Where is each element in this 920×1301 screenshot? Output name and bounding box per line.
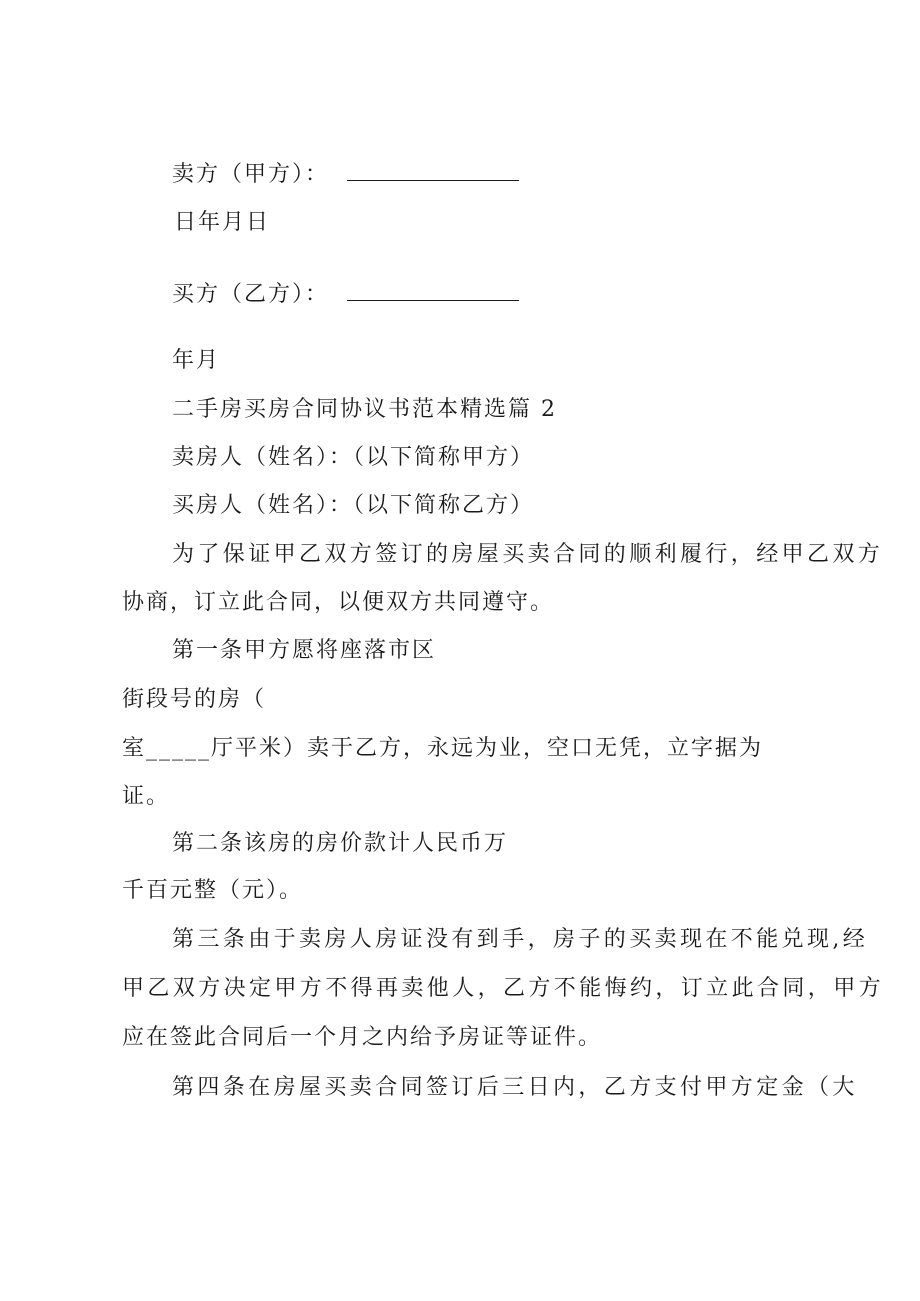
article-2-line-2: 千百元整（元）。 — [122, 878, 304, 903]
buyer-date-line: 年月 — [172, 348, 221, 373]
article-2-line-1: 第二条该房的房价款计人民币万 — [172, 831, 509, 856]
article-1-line-1: 第一条甲方愿将座落市区 — [172, 638, 437, 663]
article-1-line-3: 室_____厅平米）卖于乙方，永远为业，空口无凭，立字据为 — [122, 736, 764, 761]
seller-name-line: 卖房人（姓名）：（以下简称甲方） — [172, 445, 535, 470]
buyer-signature-line — [347, 278, 519, 301]
buyer-name-line: 买房人（姓名）：（以下简称乙方） — [172, 493, 535, 518]
buyer-label: 买方（乙方）： — [172, 282, 330, 307]
article-1-line-2: 街段号的房（ — [122, 687, 267, 712]
intro-line-1: 为了保证甲乙双方签订的房屋买卖合同的顺利履行，经甲乙双方 — [172, 542, 884, 567]
seller-signature-line — [347, 158, 519, 181]
seller-label: 卖方（甲方）： — [172, 162, 330, 187]
seller-signature-row — [172, 158, 519, 189]
article-4-line-1: 第四条在房屋买卖合同签订后三日内，乙方支付甲方定金（大 — [172, 1075, 858, 1100]
article-1-line-4: 证。 — [122, 784, 171, 809]
article-3-line-2: 甲乙双方决定甲方不得再卖他人，乙方不能悔约，订立此合同，甲方 — [122, 976, 885, 1001]
intro-line-2: 协商，订立此合同，以便双方共同遵守。 — [122, 590, 555, 615]
seller-date-line: 日年月日 — [174, 210, 271, 235]
article-3-line-1: 第三条由于卖房人房证没有到手，房子的买卖现在不能兑现,经 — [172, 927, 869, 952]
buyer-signature-row — [172, 278, 519, 309]
article-3-line-3: 应在签此合同后一个月之内给予房证等证件。 — [122, 1025, 603, 1050]
section-title: 二手房买房合同协议书范本精选篇 2 — [172, 397, 557, 422]
